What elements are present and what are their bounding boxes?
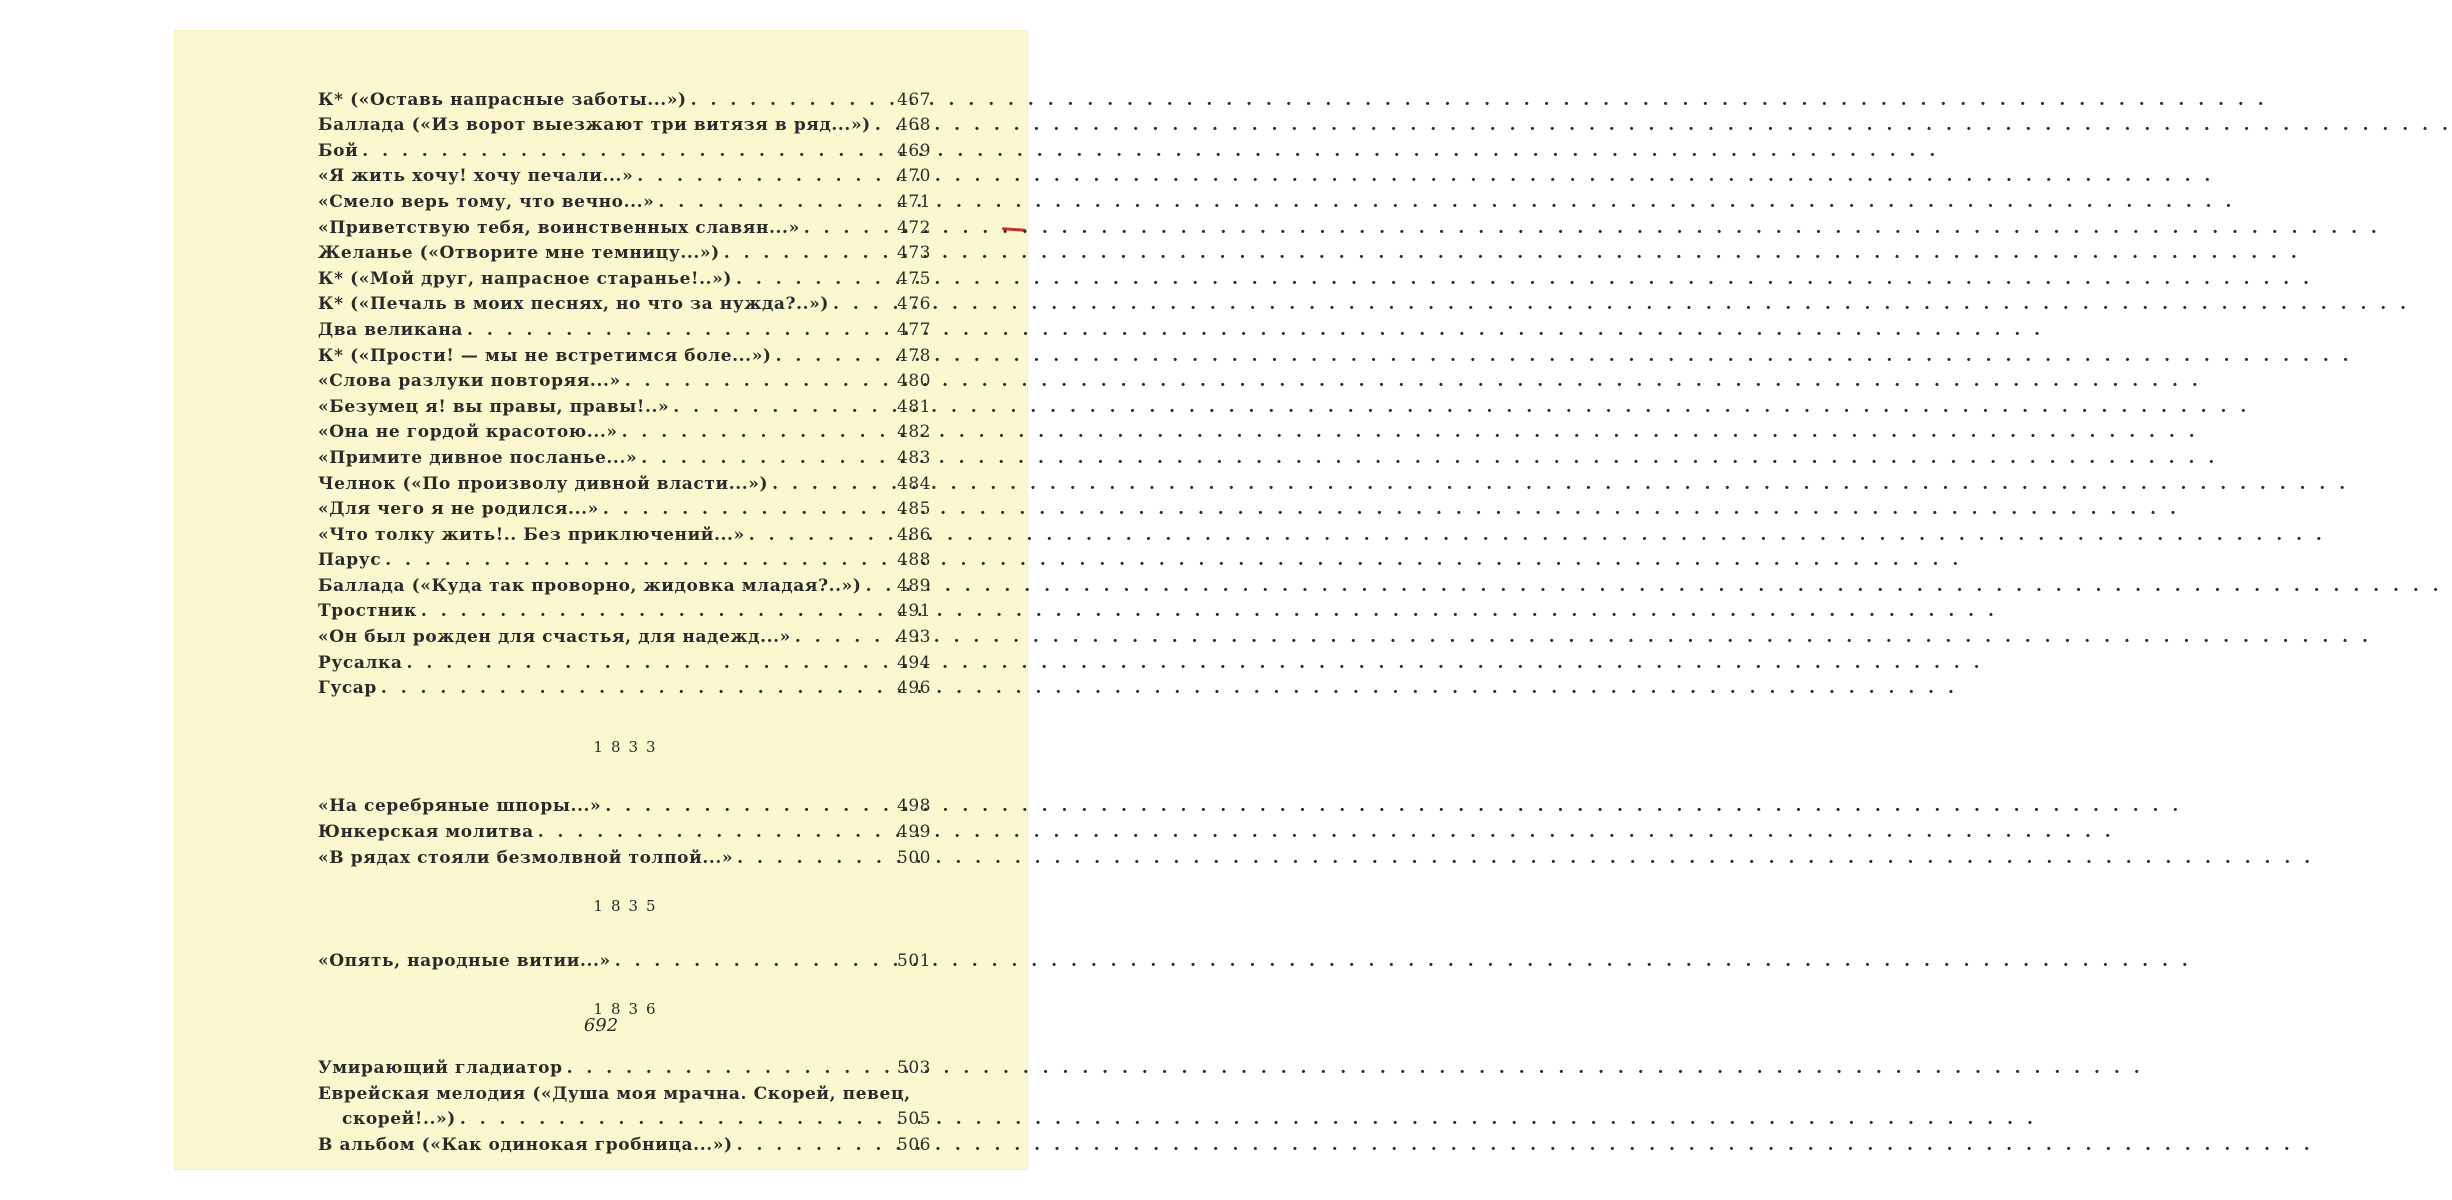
toc-entry-title: Тростник [318, 601, 417, 622]
toc-entry-title: «Я жить хочу! хочу печали...» [318, 166, 634, 187]
toc-entry-page: 498 [897, 796, 931, 817]
toc-entry-title: «Слова разлуки повторяя...» [318, 371, 621, 392]
toc-entry [318, 212, 931, 238]
toc-entry-page: 505 [897, 1109, 931, 1130]
dot-leader [611, 951, 897, 971]
toc-entry-page: 483 [897, 447, 931, 468]
toc-entry-title: Гусар [318, 678, 377, 699]
toc-entry-page: 477 [897, 319, 931, 340]
toc-entry [318, 366, 931, 392]
toc-entry [318, 945, 931, 971]
dot-leader [618, 422, 897, 442]
dot-leader [463, 320, 897, 340]
dot-leader [381, 550, 897, 570]
toc-entry-title: Бой [318, 140, 359, 161]
toc-entry-title: Еврейская мелодия («Душа моя мрачна. Скорей, певец, [318, 1083, 911, 1104]
toc-entry [318, 135, 931, 161]
toc-entry-title: «Примите дивное посланье...» [318, 447, 638, 468]
toc-entry [318, 238, 931, 264]
toc-entry-title: Парус [318, 550, 382, 571]
dot-leader [456, 1109, 897, 1129]
toc-entry-title: К* («Прости! — мы не встретимся боле...») [318, 345, 772, 366]
toc-entry-page: 480 [897, 371, 931, 392]
toc-entry [318, 1104, 931, 1130]
dot-leader [687, 90, 897, 110]
dot-leader [417, 601, 897, 621]
year-heading: 1833 [593, 738, 664, 757]
toc-entry-page: 494 [897, 652, 931, 673]
dot-leader [829, 294, 897, 314]
toc-entry-page: 482 [897, 422, 931, 443]
toc-entry-title: «В рядах стояли безмолвной толпой...» [318, 847, 734, 868]
toc-entry-title: К* («Мой друг, напрасное старанье!..») [318, 268, 733, 289]
toc-entry-title: «Смело верь тому, что вечно...» [318, 191, 655, 212]
toc-entry [318, 791, 931, 817]
toc-entry [318, 1129, 931, 1155]
toc-entry-title: Два великана [318, 319, 464, 340]
dot-leader [720, 243, 897, 263]
toc-entry-page: 471 [897, 191, 931, 212]
toc-entry-title: «Для чего я не родился...» [318, 499, 599, 520]
toc-entry [318, 417, 931, 443]
toc-entry-page: 467 [897, 89, 931, 110]
toc-entry [318, 186, 931, 212]
toc-entry-title: Баллада («Куда так проворно, жидовка младая?..») [318, 575, 862, 596]
dot-leader [732, 269, 897, 289]
toc-entry-title: «Он был рожден для счастья, для надежд...» [318, 627, 791, 648]
toc-entry-title: «Она не гордой красотою...» [318, 422, 618, 443]
dot-leader [768, 474, 897, 494]
toc-entry-title: К* («Оставь напрасные заботы...») [318, 89, 687, 110]
toc-entry-page: 478 [897, 345, 931, 366]
dot-leader [377, 678, 897, 698]
year-heading: 1836 [593, 999, 664, 1018]
toc-entry-title: Русалка [318, 652, 403, 673]
dot-leader [599, 499, 897, 519]
toc-entry-page: 486 [897, 524, 931, 545]
toc-entry-page: 501 [897, 950, 931, 971]
toc-entry-title: «Опять, народные витии...» [318, 950, 611, 971]
toc-entry-page: 489 [897, 575, 931, 596]
toc-entry-page: 499 [897, 822, 931, 843]
toc-entry [318, 84, 931, 110]
toc-entry [318, 570, 931, 596]
toc-entry [318, 545, 931, 571]
dot-leader [791, 627, 897, 647]
toc-entry-page: 472 [897, 217, 931, 238]
toc-entry [318, 842, 931, 868]
toc-entry-title: Баллада («Из ворот выезжают три витязя в ряд...») [318, 115, 871, 136]
dot-leader [621, 371, 897, 391]
toc-entry-page: 491 [897, 601, 931, 622]
toc-entry-page: 488 [897, 550, 931, 571]
toc-entry [318, 1078, 931, 1104]
dot-leader [654, 192, 897, 212]
toc-entry-page: 476 [897, 294, 931, 315]
dot-leader [772, 346, 897, 366]
toc-entry-title: «Приветствую тебя, воинственных славян...» [318, 217, 800, 238]
toc-entry-title: К* («Печаль в моих песнях, но что за нужда?..») [318, 294, 830, 315]
toc-entry [318, 596, 931, 622]
toc-entry-page: 503 [897, 1058, 931, 1078]
toc-entry [318, 816, 931, 842]
toc-entry-title: Умирающий гладиатор [318, 1058, 563, 1078]
dot-leader [358, 141, 897, 161]
toc-entry [318, 468, 931, 494]
dot-leader [403, 653, 898, 673]
toc-entry-page: 473 [897, 243, 931, 264]
toc-entry [318, 647, 931, 673]
toc-entry-page: 506 [897, 1134, 931, 1155]
dot-leader [745, 525, 897, 545]
dot-leader [534, 822, 897, 842]
toc-entry [318, 442, 931, 468]
toc-entry [318, 1052, 931, 1078]
page-number: 692 [583, 1015, 619, 1036]
dot-leader [563, 1058, 897, 1078]
toc-entry [318, 161, 931, 187]
toc-entry-title: скорей!..») [342, 1109, 456, 1130]
toc-entry-title: «Безумец я! вы правы, правы!..» [318, 396, 670, 417]
dot-leader [800, 218, 897, 238]
toc-entry [318, 391, 931, 417]
dot-leader [733, 1135, 897, 1155]
toc-entry [318, 621, 931, 647]
dot-leader [669, 397, 897, 417]
toc-entry [318, 673, 931, 699]
toc-entry-page: 475 [897, 268, 931, 289]
toc-entry-title: Желанье («Отворите мне темницу...») [318, 243, 720, 264]
dot-leader [637, 448, 897, 468]
toc-entry-title: В альбом («Как одинокая гробница...») [318, 1134, 733, 1155]
toc-entry-page: 469 [897, 140, 931, 161]
toc-entry [318, 494, 931, 520]
book-page [174, 30, 1028, 1170]
dot-leader [633, 166, 897, 186]
toc-entry [318, 519, 931, 545]
toc-entry-title: «Что толку жить!.. Без приключений...» [318, 524, 745, 545]
toc-entry-page: 468 [897, 115, 931, 136]
toc-entry [318, 340, 931, 366]
toc-entry [318, 263, 931, 289]
toc-entry-page: 496 [897, 678, 931, 699]
dot-leader [862, 576, 897, 596]
toc-entry-title: Юнкерская молитва [318, 822, 534, 843]
table-of-contents [318, 84, 931, 1155]
toc-entry-page: 481 [897, 396, 931, 417]
toc-entry-title: Челнок («По произволу дивной власти...») [318, 473, 769, 494]
dot-leader [733, 848, 897, 868]
dot-leader [871, 115, 897, 135]
dot-leader [601, 796, 897, 816]
toc-entry [318, 314, 931, 340]
toc-entry-page: 500 [897, 847, 931, 868]
toc-entry-page: 484 [897, 473, 931, 494]
year-heading: 1835 [593, 896, 664, 915]
toc-entry-page: 485 [897, 499, 931, 520]
toc-entry-title: «На серебряные шпоры...» [318, 796, 602, 817]
toc-entry [318, 110, 931, 136]
toc-entry-page: 493 [897, 627, 931, 648]
toc-entry [318, 289, 931, 315]
toc-entry-page: 470 [897, 166, 931, 187]
